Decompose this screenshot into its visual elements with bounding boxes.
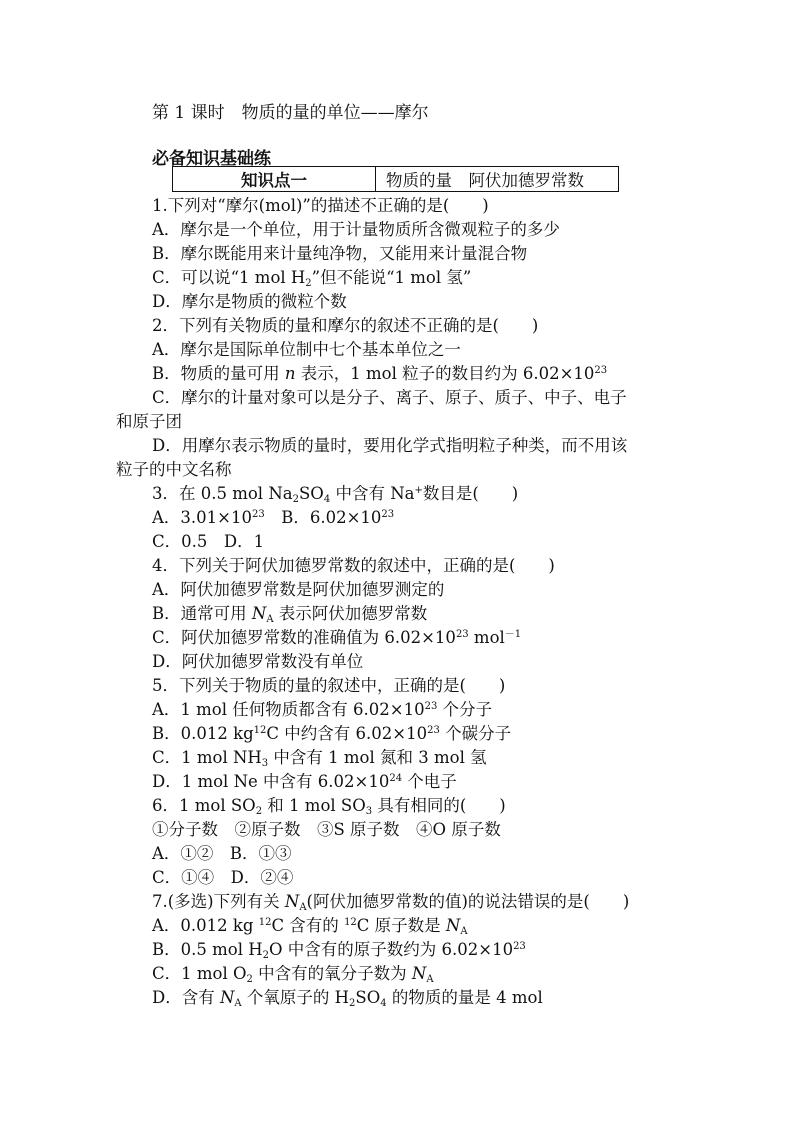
question-3-options-ab: A．$3.01\times 10^{23}$ B．$6.02\times 10^{23}$ (152, 508, 395, 527)
question-5: 5．下列关于物质的量的叙述中，正确的是( ) (152, 676, 506, 695)
question-2-option-d: D．用摩尔表示物质的量时，要用化学式指明粒子种类，而不用该 (152, 436, 628, 455)
question-4-option-b: B．通常可用 $N_A$ 表示阿伏加德罗常数 (152, 604, 428, 625)
question-5-option-c: C．1 mol $NH_3$ 中含有 1 mol 氮和 3 mol 氢 (152, 748, 487, 769)
question-4-option-c: C．阿伏加德罗常数的准确值为 $6.02\times 10^{23}$ mol$^{-1}$ (152, 628, 522, 647)
question-1-option-a: A．摩尔是一个单位，用于计量物质所含微观粒子的多少 (152, 220, 560, 239)
question-6-options-cd: C．①④ D．②④ (152, 868, 294, 887)
question-7: 7.(多选)下列有关 $N_A$(阿伏加德罗常数的值)的说法错误的是( ) (152, 892, 630, 913)
question-3: 3．在 0.5 mol $Na_2SO_4$ 中含有 Na+数目是( ) (152, 484, 519, 505)
question-7-option-b: B．0.5 mol $H_2O$ 中含有的原子数约为 $6.02\times 10^{23}$ (152, 940, 526, 961)
question-4-option-d: D．阿伏加德罗常数没有单位 (152, 652, 364, 671)
question-6: 6．1 mol $SO_2$ 和 1 mol $SO_3$ 具有相同的( ) (152, 796, 506, 817)
question-1-option-c: C．可以说“1 mol $H_2$”但不能说“1 mol 氢” (152, 268, 472, 289)
knowledge-point-table (172, 166, 619, 192)
section-heading: 必备知识基础练 (152, 149, 271, 169)
lesson-title: 第 1 课时 物质的量的单位——摩尔 (152, 103, 429, 123)
question-2-option-c-cont: 和原子团 (116, 412, 182, 431)
question-6-statements: ①分子数 ②原子数 ③S 原子数 ④O 原子数 (152, 820, 501, 839)
question-5-option-d: D．1 mol Ne 中含有 $6.02\times 10^{24}$ 个电子 (152, 772, 457, 791)
question-1: 1.下列对“摩尔(mol)”的描述不正确的是( ) (152, 196, 489, 215)
question-4: 4．下列关于阿伏加德罗常数的叙述中，正确的是( ) (152, 556, 555, 575)
question-2-option-b: B．物质的量可用 n 表示，1 mol 粒子的数目约为 $6.02\times 10^{23}$ (152, 364, 608, 383)
knowledge-point-label: 知识点一 (173, 167, 376, 192)
knowledge-point-topic: 物质的量 阿伏加德罗常数 (376, 167, 619, 192)
question-1-option-b: B．摩尔既能用来计量纯净物，又能用来计量混合物 (152, 244, 528, 263)
question-5-option-a: A．1 mol 任何物质都含有 $6.02\times 10^{23}$ 个分子 (152, 700, 493, 719)
question-2-option-c: C．摩尔的计量对象可以是分子、离子、原子、质子、中子、电子 (152, 388, 627, 407)
question-7-option-d: D．含有 $N_A$ 个氧原子的 $H_2SO_4$ 的物质的量是 4 mol (152, 988, 543, 1009)
question-7-option-a: A．0.012 kg $^{12}$C 含有的 $^{12}$C 原子数是 $N_A$ (152, 916, 468, 937)
question-6-options-ab: A．①② B．①③ (152, 844, 292, 863)
question-4-option-a: A．阿伏加德罗常数是阿伏加德罗测定的 (152, 580, 445, 599)
question-5-option-b: B．0.012 $kg^{12}C$ 中约含有 $6.02\times 10^{23}$ 个碳分子 (152, 724, 512, 743)
question-1-option-d: D．摩尔是物质的微粒个数 (152, 292, 347, 311)
question-3-options-cd: C．0.5 D．1 (152, 532, 265, 551)
question-7-option-c: C．1 mol $O_2$ 中含有的氧分子数为 $N_A$ (152, 964, 434, 985)
question-2-option-d-cont: 粒子的中文名称 (116, 460, 232, 479)
question-2: 2．下列有关物质的量和摩尔的叙述不正确的是( ) (152, 316, 539, 335)
question-2-option-a: A．摩尔是国际单位制中七个基本单位之一 (152, 340, 461, 359)
